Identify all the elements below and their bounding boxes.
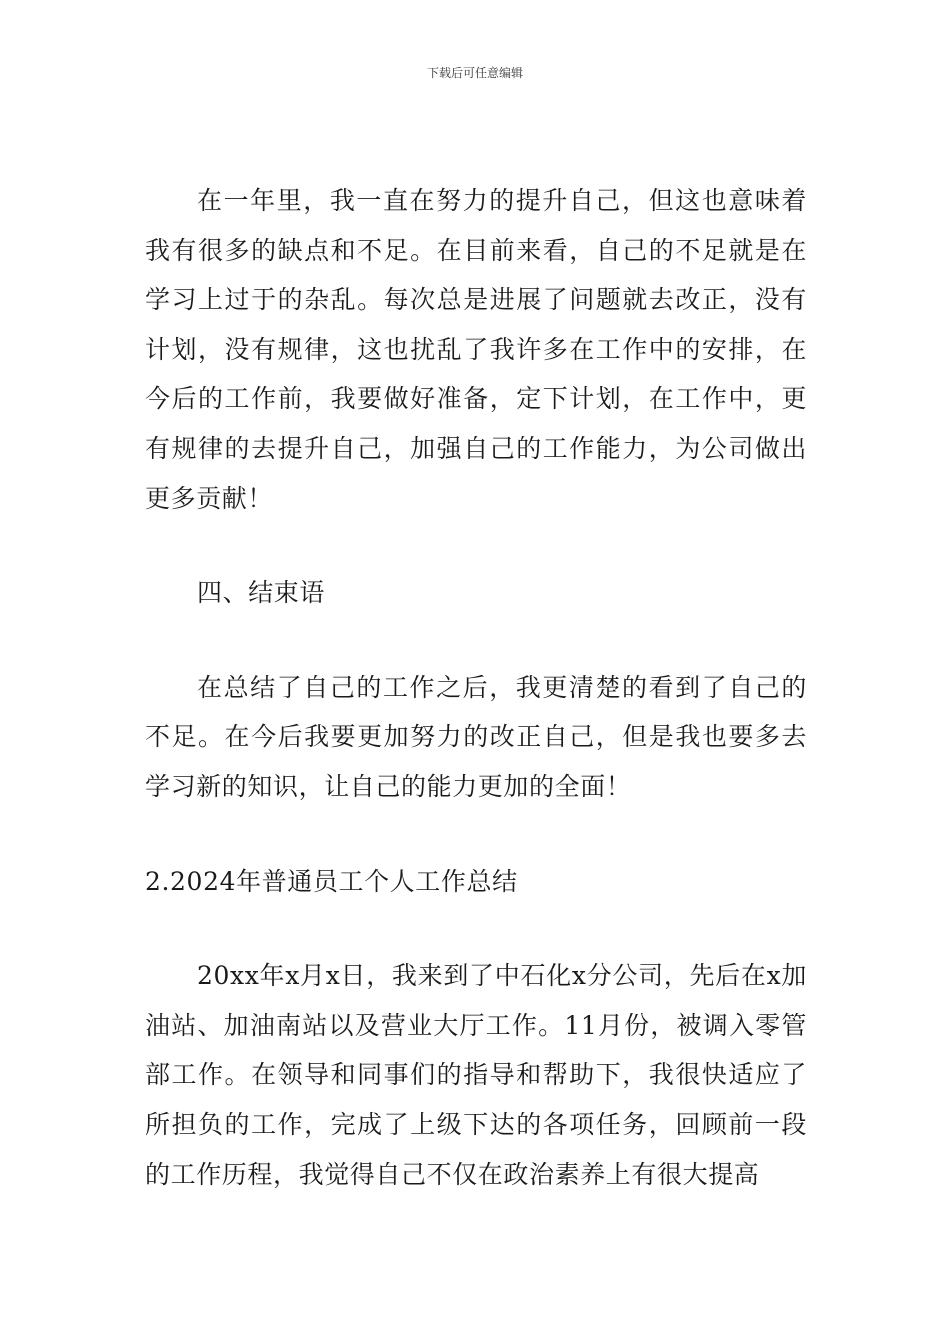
section-heading-conclusion: 四、结束语: [197, 578, 326, 608]
article-title: 2.2024年普通员工个人工作总结: [145, 866, 518, 896]
page-header-note: 下载后可任意编辑: [426, 66, 523, 80]
paragraph-self-improvement: 在一年里，我一直在努力的提升自己，但这也意味着我有很多的缺点和不足。在目前来看，自己的不足就是在学习上过于的杂乱。每次总是进展了问题就去改正，没有计划，没有规律，这也扰乱了我许多在工作中的安排，在今后的工作前，我要做好准备，定下计划，在工作中，更有规律的去提升自己，加强自己的工作能力，为公司做出更多贡献！: [145, 186, 807, 513]
paragraph-work-history: 20xx年x月x日，我来到了中石化x分公司，先后在x加油站、加油南站以及营业大厅工作。11月份，被调入零管部工作。在领导和同事们的指导和帮助下，我很快适应了所担负的工作，完成了上级下达的各项任务，回顾前一段的工作历程，我觉得自己不仅在政治素养上有很大提高: [145, 961, 807, 1189]
paragraph-conclusion: 在总结了自己的工作之后，我更清楚的看到了自己的不足。在今后我要更加努力的改正自己，但是我也要多去学习新的知识，让自己的能力更加的全面！: [145, 672, 807, 801]
document-body: [145, 176, 807, 1244]
